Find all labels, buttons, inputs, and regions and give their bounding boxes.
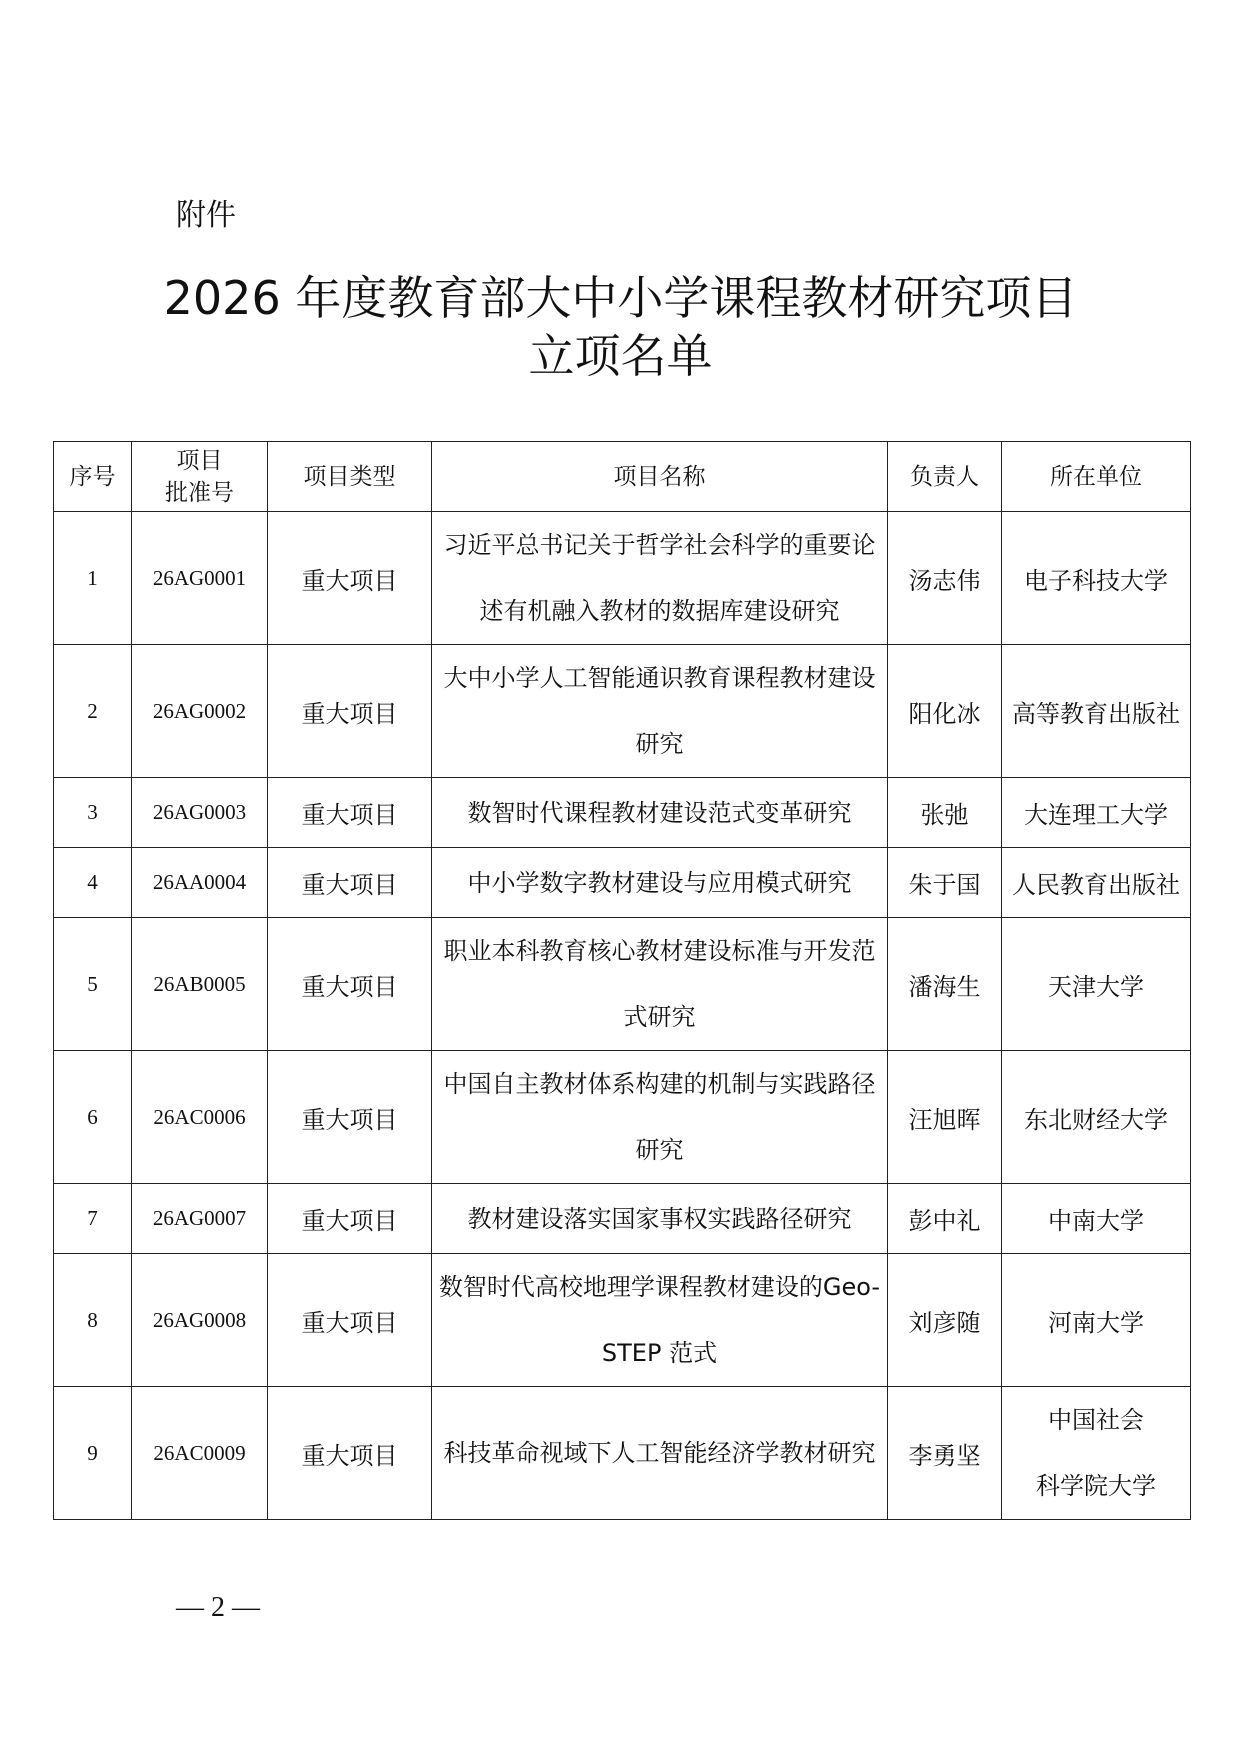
- cell-code: 26AG0007: [132, 1184, 268, 1254]
- table-header-row: [54, 442, 1191, 512]
- cell-code: 26AG0001: [132, 512, 268, 645]
- cell-type: 重大项目: [268, 645, 432, 778]
- cell-name: 大中小学人工智能通识教育课程教材建设研究: [432, 645, 888, 778]
- cell-type: 重大项目: [268, 918, 432, 1051]
- cell-leader: 汪旭晖: [888, 1051, 1002, 1184]
- table-row: [54, 512, 1191, 645]
- cell-seq: 9: [54, 1387, 132, 1520]
- header-type: 项目类型: [268, 442, 432, 512]
- cell-leader: 潘海生: [888, 918, 1002, 1051]
- cell-name: 中小学数字教材建设与应用模式研究: [432, 848, 888, 918]
- cell-leader: 汤志伟: [888, 512, 1002, 645]
- cell-seq: 6: [54, 1051, 132, 1184]
- table-row: [54, 778, 1191, 848]
- cell-seq: 1: [54, 512, 132, 645]
- project-list-table: [53, 441, 1191, 1520]
- cell-seq: 5: [54, 918, 132, 1051]
- cell-name: 数智时代高校地理学课程教材建设的Geo-STEP 范式: [432, 1254, 888, 1387]
- cell-unit-line2: 科学院大学: [1036, 1472, 1156, 1500]
- cell-unit: 中南大学: [1002, 1184, 1191, 1254]
- cell-unit: 河南大学: [1002, 1254, 1191, 1387]
- header-code-line1: 项目: [176, 447, 223, 474]
- cell-leader: 张弛: [888, 778, 1002, 848]
- cell-leader: 彭中礼: [888, 1184, 1002, 1254]
- cell-unit: 电子科技大学: [1002, 512, 1191, 645]
- table-row: [54, 848, 1191, 918]
- table-row: [54, 918, 1191, 1051]
- cell-leader: 阳化冰: [888, 645, 1002, 778]
- cell-name: 科技革命视域下人工智能经济学教材研究: [432, 1387, 888, 1520]
- cell-type: 重大项目: [268, 512, 432, 645]
- attachment-label: 附件: [176, 198, 236, 233]
- cell-name: 中国自主教材体系构建的机制与实践路径研究: [432, 1051, 888, 1184]
- header-code-line2: 批准号: [165, 479, 234, 506]
- cell-unit: 东北财经大学: [1002, 1051, 1191, 1184]
- cell-unit: 天津大学: [1002, 918, 1191, 1051]
- header-name: 项目名称: [432, 442, 888, 512]
- cell-type: 重大项目: [268, 1254, 432, 1387]
- table-row: [54, 1184, 1191, 1254]
- header-leader: 负责人: [888, 442, 1002, 512]
- cell-leader: 李勇坚: [888, 1387, 1002, 1520]
- cell-code: 26AG0003: [132, 778, 268, 848]
- cell-seq: 3: [54, 778, 132, 848]
- cell-name: 教材建设落实国家事权实践路径研究: [432, 1184, 888, 1254]
- cell-seq: 2: [54, 645, 132, 778]
- cell-code: 26AA0004: [132, 848, 268, 918]
- cell-seq: 7: [54, 1184, 132, 1254]
- document-title-line2: 立项名单: [528, 329, 713, 383]
- cell-unit: 大连理工大学: [1002, 778, 1191, 848]
- cell-type: 重大项目: [268, 1387, 432, 1520]
- document-title-line1: 2026 年度教育部大中小学课程教材研究项目: [163, 271, 1078, 325]
- cell-type: 重大项目: [268, 778, 432, 848]
- table-row: [54, 645, 1191, 778]
- cell-type: 重大项目: [268, 848, 432, 918]
- cell-code: 26AG0002: [132, 645, 268, 778]
- cell-seq: 8: [54, 1254, 132, 1387]
- cell-code: 26AC0006: [132, 1051, 268, 1184]
- cell-type: 重大项目: [268, 1184, 432, 1254]
- cell-name: 职业本科教育核心教材建设标准与开发范式研究: [432, 918, 888, 1051]
- table-row: [54, 1051, 1191, 1184]
- cell-code: 26AC0009: [132, 1387, 268, 1520]
- cell-leader: 刘彦随: [888, 1254, 1002, 1387]
- cell-seq: 4: [54, 848, 132, 918]
- header-seq: 序号: [54, 442, 132, 512]
- cell-code: 26AB0005: [132, 918, 268, 1051]
- cell-unit: 人民教育出版社: [1002, 848, 1191, 918]
- cell-unit: [1002, 1387, 1191, 1520]
- table-row: [54, 1254, 1191, 1387]
- cell-code: 26AG0008: [132, 1254, 268, 1387]
- cell-leader: 朱于国: [888, 848, 1002, 918]
- table-row: [54, 1387, 1191, 1520]
- cell-name: 数智时代课程教材建设范式变革研究: [432, 778, 888, 848]
- header-code: [132, 442, 268, 512]
- cell-name: 习近平总书记关于哲学社会科学的重要论述有机融入教材的数据库建设研究: [432, 512, 888, 645]
- cell-unit: 高等教育出版社: [1002, 645, 1191, 778]
- cell-unit-line1: 中国社会: [1048, 1406, 1144, 1434]
- cell-type: 重大项目: [268, 1051, 432, 1184]
- header-unit: 所在单位: [1002, 442, 1191, 512]
- page-number: — 2 —: [176, 1592, 260, 1623]
